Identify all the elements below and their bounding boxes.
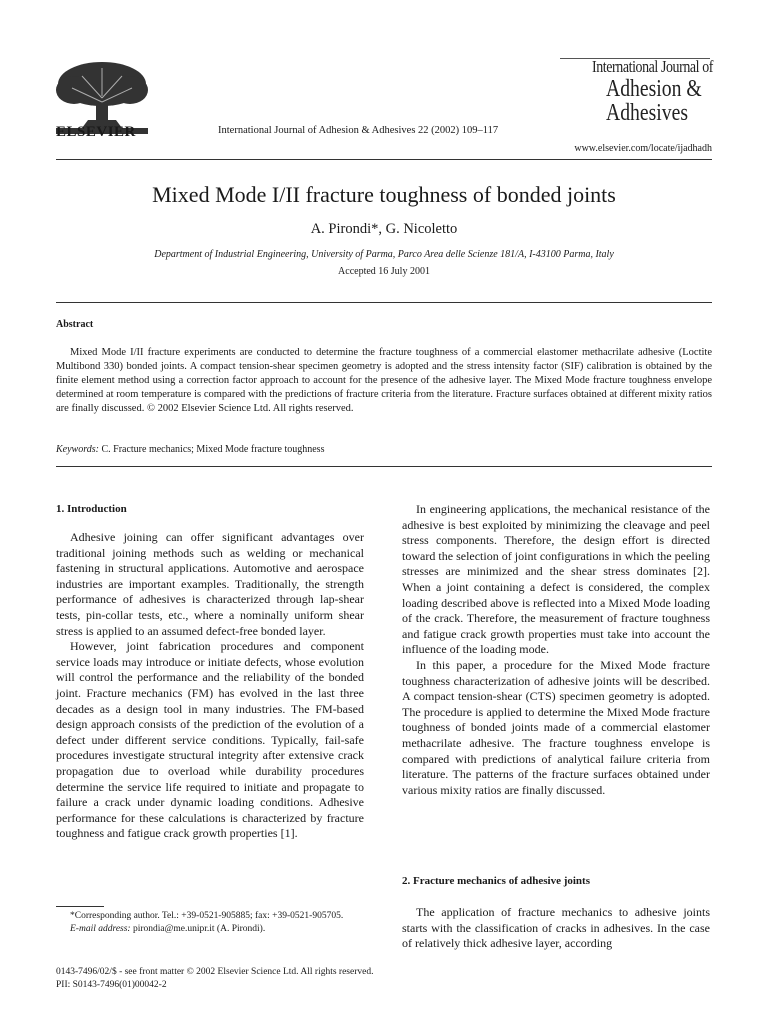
paragraph: However, joint fabrication procedures and component service loads may introduce or initiate defects, whose evolution will control the performance and the reliability of the bonded joint. Fracture mechanics (FM) has evolved in the last three decades as a design tool in many industries. The FM-based design approach consists of the prediction of the evolution of a defect under different service conditions. Typically, fail-safe procedures investigate structural integrity after extensive crack propagation due to overload while durability procedures determine the service life required to initiate and propagate to failure a crack under dynamic loading conditions. Adhesive performance for these calculations is characterized by fracture toughness and fatigue crack growth properties [1]. — [56, 639, 364, 841]
section-heading-introduction: 1. Introduction — [56, 503, 127, 515]
journal-logo — [592, 58, 712, 125]
right-column-section2 — [402, 905, 710, 952]
keywords-label: Keywords: — [56, 444, 99, 455]
right-column — [402, 502, 710, 798]
header-divider — [56, 159, 712, 160]
article-title: Mixed Mode I/II fracture toughness of bonded joints — [152, 182, 616, 207]
paragraph: Adhesive joining can offer significant advantages over traditional joining methods such as welding or mechanical fastening in structural applications. Automotive and aerospace industries are important examples. Traditionally, the strength performance of adhesives is characterized through lap-shear tests, pin-collar tests, etc., where a nominally uniform shear stress is applied to an assumed defect-free bonded layer. — [56, 530, 364, 638]
paragraph: In this paper, a procedure for the Mixed Mode fracture toughness characterization of adhesive joints will be described. A compact tension-shear (CTS) specimen geometry is adopted. The procedure is applied to determine the Mixed Mode fracture toughness of bonded joints made of a commercial elastomer methacrilate adhesive. The fracture toughness envelope is compared with predictions of analytical failure criteria from literature. The patterns of the fracture surfaces obtained under various mixity ratios are finally discussed. — [402, 657, 710, 797]
article-authors: A. Pirondi*, G. Nicoletto — [310, 221, 458, 237]
publisher-name: ELSEVIER — [56, 124, 136, 140]
email-label: E-mail address: — [70, 924, 131, 934]
keywords-divider — [56, 466, 712, 467]
abstract-text: Mixed Mode I/II fracture experiments are conducted to determine the fracture toughness of a commercial elastomer methacrilate adhesive (Loctite Multibond 330) bonded joints. A compact tension-shear specimen geometry is adopted and the stress intensity factor (SIF) calibration is obtained by the finite element method using a correction factor approach to account for the presence of the adhesive layer. The Mixed Mode fracture toughness envelope determined at room temperature is compared with the predictions of fracture criteria from the literature. Fracture surfaces obtained at different mixity ratios are finally discussed. © 2002 Elsevier Science Ltd. All rights reserved. — [56, 347, 712, 414]
front-matter-info — [56, 966, 373, 992]
copyright-line: 0143-7496/02/$ - see front matter © 2002 Elsevier Science Ltd. All rights reserved. — [56, 967, 374, 977]
author-affiliation: Department of Industrial Engineering, University of Parma, Parco Area delle Scienze 181/A, I-43100 Parma, Italy — [154, 249, 614, 260]
email-address[interactable]: pirondia@me.unipr.it (A. Pirondi). — [130, 924, 266, 934]
journal-url-link[interactable]: www.elsevier.com/locate/ijadhadh — [574, 143, 712, 154]
footnote — [56, 910, 364, 936]
journal-logo-line: Adhesion & — [606, 76, 702, 102]
keywords-list: C. Fracture mechanics; Mixed Mode fracture toughness — [98, 444, 325, 455]
corresponding-author-note: *Corresponding author. Tel.: +39-0521-905885; fax: +39-0521-905705. — [70, 911, 344, 921]
keywords — [56, 444, 324, 455]
footnote-divider — [56, 906, 104, 907]
pii-line: PII: S0143-7496(01)00042-2 — [56, 980, 167, 990]
journal-logo-line: International Journal of — [592, 57, 714, 76]
left-column — [56, 530, 364, 842]
abstract-divider — [56, 302, 712, 303]
accepted-date: Accepted 16 July 2001 — [338, 266, 430, 277]
journal-logo-line: Adhesives — [606, 100, 688, 126]
journal-citation: International Journal of Adhesion & Adhesives 22 (2002) 109–117 — [218, 125, 499, 136]
paragraph: In engineering applications, the mechanical resistance of the adhesive is best exploited by minimizing the cleavage and peel stress components. Therefore, the design effort is directed toward the selection of joint configurations in which the peeling stresses are minimized and the shear stress dominates [2]. When a joint containing a defect is considered, the complex loading described above is reflected into a Mixed Mode loading of the crack. Therefore, the measurement of fracture toughness and fatigue crack growth properties must take into account the influence of the loading mode. — [402, 502, 710, 657]
section-heading-fracture-mechanics: 2. Fracture mechanics of adhesive joints — [402, 875, 590, 887]
paragraph: The application of fracture mechanics to adhesive joints starts with the classification of cracks in adhesives. In the case of relatively thick adhesive layer, according — [402, 905, 710, 951]
abstract-heading: Abstract — [56, 319, 94, 330]
